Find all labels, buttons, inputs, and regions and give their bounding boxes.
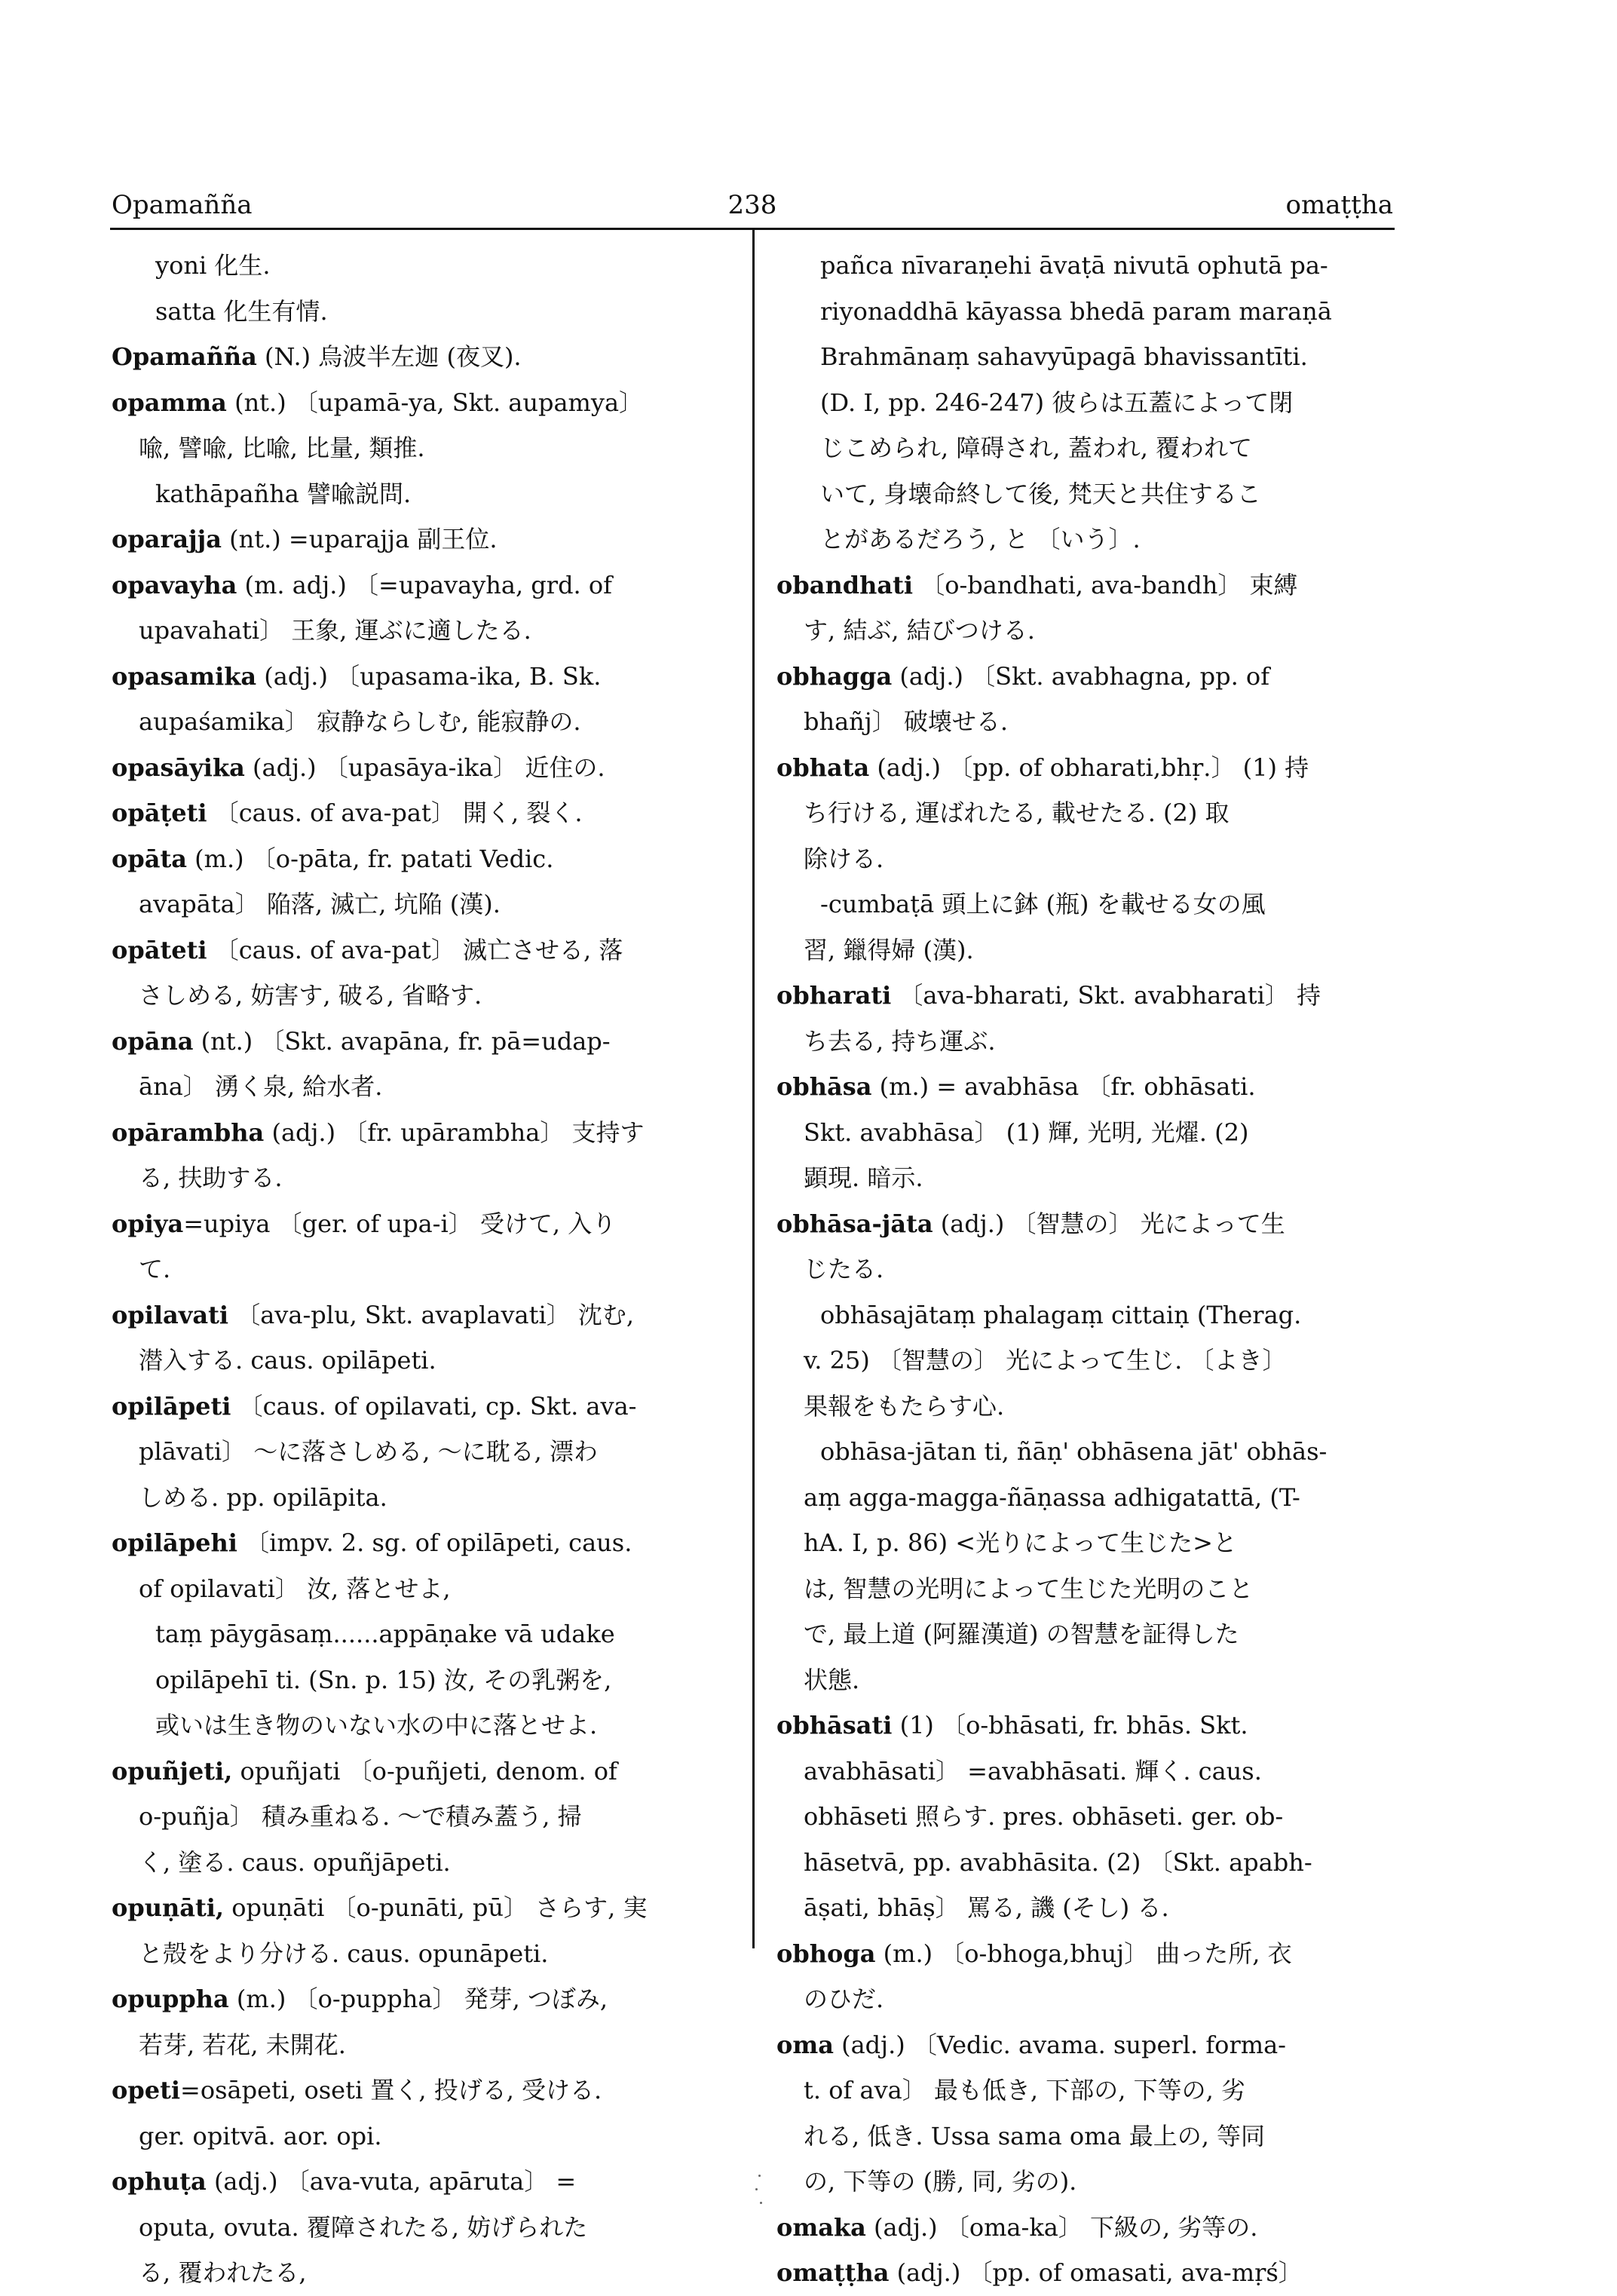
dictionary-entry-line: は, 智慧の光明によって生じた光明のこと	[804, 1574, 1254, 1603]
left-column	[112, 243, 730, 2296]
dictionary-entry-line: Brahmānaṃ sahavyūpagā bhavissantīti.	[820, 342, 1308, 371]
dictionary-entry-line: 除ける.	[804, 844, 884, 873]
dictionary-entry-line: hāsetvā, pp. avabhāsita. (2) 〔Skt. apabh-	[804, 1847, 1312, 1877]
dictionary-entry-head: obhagga (adj.) 〔Skt. avabhagna, pp. of	[776, 661, 1270, 691]
dictionary-entry-line: hA. I, p. 86) <光りによって生じた>と	[804, 1528, 1237, 1557]
dictionary-entry-line: る, 覆われたる,	[139, 2258, 307, 2287]
dictionary-entry-head: opuppha (m.) 〔o-puppha〕 発芽, つぼみ,	[112, 1985, 608, 2013]
dictionary-entry-line: avapāta〕 陥落, 滅亡, 坑陥 (漢).	[139, 890, 501, 918]
dictionary-entry-line: さしめる, 妨害す, 破る, 省略す.	[139, 981, 482, 1010]
dictionary-entry-line: satta 化生有情.	[155, 296, 328, 326]
dictionary-entry-head: opārambha (adj.) 〔fr. upārambha〕 支持す	[112, 1117, 645, 1147]
dictionary-entry-line: く, 塗る. caus. opuñjāpeti.	[139, 1847, 451, 1877]
column-divider	[752, 228, 755, 1948]
dictionary-entry-head: opilāpehi 〔impv. 2. sg. of opilāpeti, caus.	[112, 1528, 632, 1557]
dictionary-entry-head: ophuṭa (adj.) 〔ava-vuta, apāruta〕 =	[112, 2167, 577, 2196]
dictionary-entry-line: じこめられ, 障碍され, 蓋われ, 覆われて	[820, 434, 1253, 462]
dictionary-entry-line: のひだ.	[804, 1985, 884, 2013]
dictionary-entry-head: obharati 〔ava-bharati, Skt. avabharati〕 持	[776, 981, 1321, 1010]
dictionary-entry-line: taṃ pāygāsaṃ......appāṇake vā udake	[155, 1620, 615, 1648]
running-head-right: omaṭṭha	[1285, 190, 1393, 220]
dictionary-entry-head: opuṇāti, opuṇāti 〔o-punāti, pū〕 さらす, 実	[112, 1893, 648, 1922]
dictionary-entry-line: oputa, ovuta. 覆障されたる, 妨げられた	[139, 2212, 588, 2242]
dictionary-entry-head: obhāsa (m.) = avabhāsa 〔fr. obhāsati.	[776, 1072, 1256, 1101]
dictionary-entry-line: す, 結ぶ, 結びつける.	[804, 616, 1035, 645]
dictionary-entry-head: obhāsati (1) 〔o-bhāsati, fr. bhās. Skt.	[776, 1711, 1248, 1740]
dictionary-entry-head: omaṭṭha (adj.) 〔pp. of omasati, ava-mṛś〕	[776, 2258, 1303, 2287]
dictionary-entry-line: pañca nīvaraṇehi āvaṭā nivutā ophutā pa-	[820, 251, 1328, 280]
dictionary-entry-head: opuñjeti, opuñjati 〔o-puñjeti, denom. of	[112, 1756, 617, 1786]
dictionary-entry-line: 或いは生き物のいない水の中に落とせよ.	[155, 1711, 598, 1740]
dictionary-entry-line: 顕現. 暗示.	[804, 1163, 923, 1192]
dictionary-entry-line: of opilavati〕 汝, 落とせよ,	[139, 1574, 451, 1603]
dictionary-entry-line: 若芽, 若花, 未開花.	[139, 2030, 346, 2059]
dictionary-entry-head: opavayha (m. adj.) 〔=upavayha, grd. of	[112, 570, 613, 599]
dictionary-entry-line: opilāpehī ti. (Sn. p. 15) 汝, その乳粥を,	[155, 1665, 612, 1694]
dictionary-entry-line: t. of ava〕 最も低き, 下部の, 下等の, 劣	[804, 2076, 1245, 2104]
dictionary-entry-line: obhāseti 照らす. pres. obhāseti. ger. ob-	[804, 1802, 1284, 1831]
running-head-left: Opamañña	[112, 190, 253, 220]
dictionary-entry-head: oparajja (nt.) =uparajja 副王位.	[112, 525, 498, 553]
dictionary-entry-line: upavahati〕 王象, 運ぶに適したる.	[139, 616, 531, 645]
dictionary-entry-line: る, 扶助する.	[139, 1163, 283, 1192]
dictionary-entry-head: omaka (adj.) 〔oma-ka〕 下級の, 劣等の.	[776, 2212, 1258, 2242]
dictionary-entry-line: o-puñja〕 積み重ねる. 〜で積み蓋う, 掃	[139, 1802, 582, 1831]
dictionary-entry-head: opāteti 〔caus. of ava-pat〕 滅亡させる, 落	[112, 935, 623, 964]
dictionary-entry-line: 習, 鑞得婦 (漢).	[804, 935, 974, 964]
dictionary-entry-line: と殻をより分ける. caus. opunāpeti.	[139, 1939, 549, 1968]
dictionary-entry-line: ち去る, 持ち運ぶ.	[804, 1026, 996, 1056]
dictionary-entry-line: v. 25) 〔智慧の〕 光によって生じ. 〔よき〕	[804, 1346, 1287, 1375]
right-column	[776, 243, 1395, 2296]
page-number: 238	[727, 190, 777, 220]
page-header	[112, 190, 1393, 225]
dictionary-entry-head: opeti=osāpeti, oseti 置く, 投げる, 受ける.	[112, 2076, 602, 2104]
dictionary-entry-head: obhata (adj.) 〔pp. of obharati,bhṛ.〕 (1) 持	[776, 753, 1309, 782]
dictionary-entry-line: いて, 身壊命終して後, 梵天と共住するこ	[820, 479, 1261, 508]
dictionary-entry-line: aupaśamika〕 寂静ならしむ, 能寂静の.	[139, 707, 581, 736]
dictionary-entry-line: bhañj〕 破壊せる.	[804, 707, 1009, 736]
dictionary-entry-line: avabhāsati〕 =avabhāsati. 輝く. caus.	[804, 1756, 1262, 1786]
dictionary-entry-line: obhāsa-jātan ti, ñāṇ' obhāsena jāt' obhās-	[820, 1437, 1328, 1466]
dictionary-entry-line: とがあるだろう, と 〔いう〕.	[820, 525, 1141, 553]
dictionary-entry-line: āna〕 湧く泉, 給水者.	[139, 1072, 383, 1101]
dictionary-entry-head: opāna (nt.) 〔Skt. avapāna, fr. pā=udap-	[112, 1026, 611, 1056]
scan-smudge	[754, 2172, 764, 2217]
dictionary-entry-head: obandhati 〔o-bandhati, ava-bandh〕 束縛	[776, 570, 1298, 599]
dictionary-entry-line: 潜入する. caus. opilāpeti.	[139, 1346, 436, 1375]
dictionary-entry-head: opasamika (adj.) 〔upasama-ika, B. Sk.	[112, 661, 602, 691]
dictionary-entry-line: 喩, 譬喩, 比喩, 比量, 類推.	[139, 434, 425, 462]
dictionary-entry-head: opāta (m.) 〔o-pāta, fr. patati Vedic.	[112, 844, 554, 873]
dictionary-entry-line: で, 最上道 (阿羅漢道) の智慧を証得した	[804, 1620, 1239, 1648]
dictionary-entry-line: plāvati〕 〜に落さしめる, 〜に耽る, 漂わ	[139, 1437, 598, 1466]
dictionary-entry-head: opilavati 〔ava-plu, Skt. avaplavati〕 沈む,	[112, 1300, 635, 1329]
dictionary-entry-head: opamma (nt.) 〔upamā-ya, Skt. aupamya〕	[112, 388, 644, 417]
dictionary-entry-line: āṣati, bhāṣ〕 罵る, 譏 (そし) る.	[804, 1893, 1169, 1922]
dictionary-entry-line: 状態.	[804, 1665, 860, 1694]
dictionary-entry-line: -cumbaṭā 頭上に鉢 (瓶) を載せる女の風	[820, 890, 1266, 918]
dictionary-entry-line: riyonaddhā kāyassa bhedā param maraṇā	[820, 296, 1332, 326]
dictionary-entry-head: obhāsa-jāta (adj.) 〔智慧の〕 光によって生	[776, 1209, 1285, 1238]
dictionary-entry-line: の, 下等の (勝, 同, 劣の).	[804, 2167, 1077, 2196]
dictionary-entry-line: れる, 低き. Ussa sama oma 最上の, 等同	[804, 2121, 1266, 2150]
dictionary-entry-line: Skt. avabhāsa〕 (1) 輝, 光明, 光燿. (2)	[804, 1117, 1249, 1147]
dictionary-entry-head: opiya=upiya 〔ger. of upa-i〕 受けて, 入り	[112, 1209, 617, 1238]
dictionary-entry-line: ger. opitvā. aor. opi.	[139, 2121, 382, 2150]
dictionary-entry-line: yoni 化生.	[155, 251, 271, 280]
dictionary-entry-line: (D. I, pp. 246-247) 彼らは五蓋によって閉	[820, 388, 1294, 417]
dictionary-entry-head: opāṭeti 〔caus. of ava-pat〕 開く, 裂く.	[112, 799, 583, 827]
dictionary-entry-head: obhoga (m.) 〔o-bhoga,bhuj〕 曲った所, 衣	[776, 1939, 1292, 1968]
dictionary-entry-head: opilāpeti 〔caus. of opilavati, cp. Skt. ava-	[112, 1391, 637, 1421]
dictionary-entry-head: oma (adj.) 〔Vedic. avama. superl. forma-	[776, 2030, 1286, 2059]
dictionary-entry-head: opasāyika (adj.) 〔upasāya-ika〕 近住の.	[112, 753, 605, 782]
dictionary-entry-head: Opamañña (N.) 烏波半左迦 (夜叉).	[112, 342, 522, 371]
dictionary-entry-line: 果報をもたらす心.	[804, 1391, 1005, 1421]
dictionary-entry-line: て.	[139, 1255, 171, 1283]
dictionary-entry-line: ち行ける, 運ばれたる, 載せたる. (2) 取	[804, 799, 1230, 827]
dictionary-entry-line: aṃ agga-magga-ñāṇassa adhigatattā, (T-	[804, 1482, 1300, 1512]
dictionary-entry-line: じたる.	[804, 1255, 884, 1283]
dictionary-entry-line: kathāpañha 譬喩説問.	[155, 479, 412, 508]
dictionary-entry-line: しめる. pp. opilāpita.	[139, 1482, 387, 1512]
dictionary-entry-line: obhāsajātaṃ phalagaṃ cittaiṇ (Therag.	[820, 1300, 1302, 1329]
